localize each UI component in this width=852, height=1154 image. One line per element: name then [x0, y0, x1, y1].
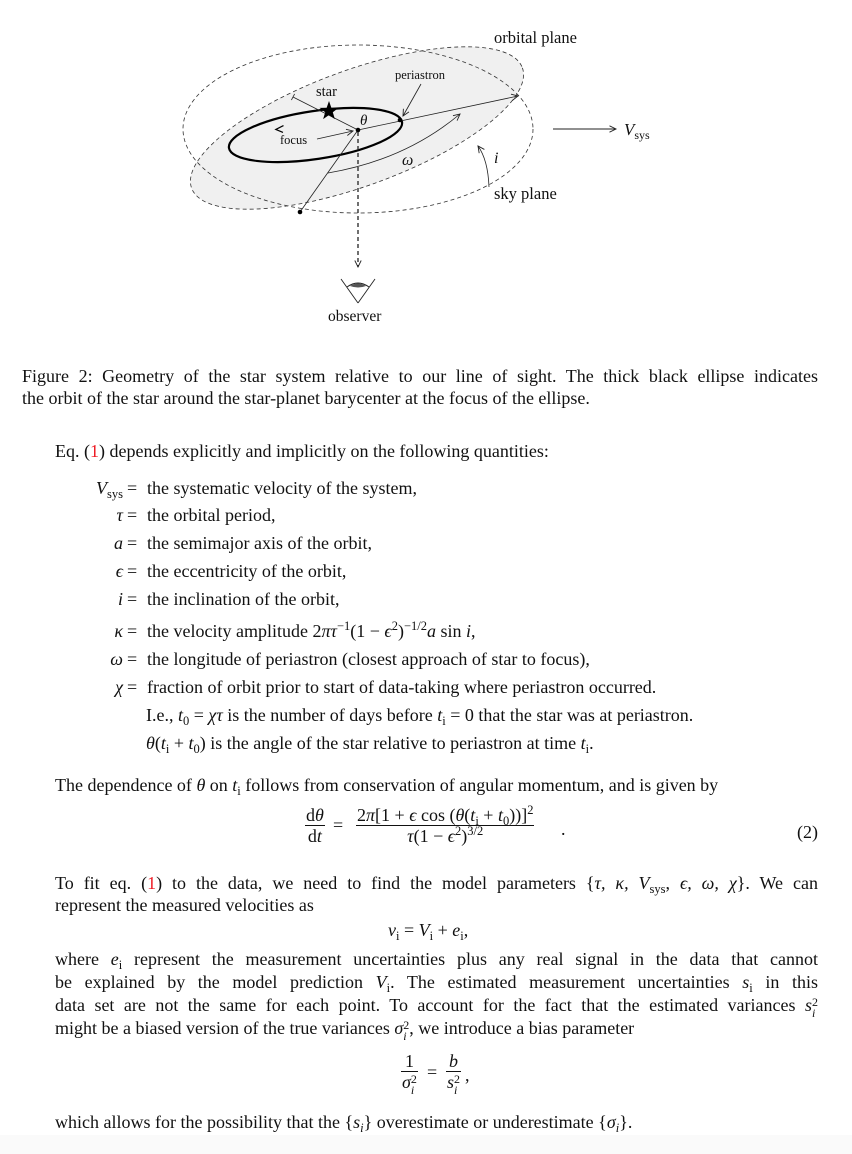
bias-equation-equals: =: [427, 1062, 438, 1082]
math-t: t: [188, 733, 194, 753]
fraction-numerator: 2π[1 + ϵ $\cos (\theta(t_i + t_0))]^2$: [357, 803, 534, 828]
definition-text: fraction of orbit prior to start of data-taking where periastron occurred.: [147, 677, 657, 697]
bias-equation-rhs-fraction: [446, 1051, 461, 1096]
definition-note-line-1: [146, 704, 693, 726]
figure-caption-line-2: the orbit of the star around the star-planet barycenter at the focus of the ellipse.: [22, 388, 590, 408]
equation-1-reference-link[interactable]: 1: [90, 441, 99, 461]
definition-symbol: ω: [110, 649, 123, 669]
dependence-sentence: [55, 774, 718, 796]
symbol-subscript: sys: [107, 487, 123, 501]
equals-sign: =: [127, 649, 138, 669]
uncertainty-paragraph-line-3: data set are not the same for each point. To account for the fact that the estimated variances s 2 i: [55, 995, 818, 1020]
text: }. We can: [736, 873, 818, 893]
definition-symbol: τ: [116, 505, 123, 525]
math-theta: θ: [196, 775, 206, 795]
fraction-denominator: s 2 i: [447, 1072, 461, 1097]
fit-paragraph-line-1: [55, 872, 818, 894]
math-t: t: [177, 705, 183, 725]
intro-pre: Eq. (: [55, 441, 90, 461]
theta-label: θ: [360, 113, 368, 129]
math-subscript: i: [442, 714, 446, 728]
expr-sin: sin: [435, 621, 466, 641]
math-comma: ,: [665, 873, 680, 893]
math-subscript: 0: [183, 714, 190, 728]
focus-label: focus: [280, 133, 308, 147]
expr-paren-open: (1 −: [350, 621, 385, 641]
equals-sign: =: [127, 478, 138, 498]
math-equals: =: [189, 705, 209, 725]
equation-2-period: .: [561, 819, 566, 839]
fraction-numerator: b: [449, 1051, 458, 1071]
expr-a: a: [426, 621, 436, 641]
observer-label: observer: [328, 308, 382, 325]
expr-tau: τ: [330, 621, 337, 641]
text: ) to the data, we need to find the model parameters {: [156, 873, 595, 893]
math-t: t: [232, 775, 238, 795]
intro-post: ) depends explicitly and implicitly on the following quantities:: [99, 441, 549, 461]
definition-symbol: ϵ: [115, 561, 123, 581]
bias-equation-comma: ,: [465, 1065, 470, 1085]
expr-coef: 2: [312, 621, 322, 641]
expr-end: ,: [471, 621, 476, 641]
equals-sign: =: [127, 505, 138, 525]
definition-row-kappa: [0, 620, 852, 642]
equals-sign: =: [127, 621, 138, 641]
uncertainty-paragraph-line-1: where $e_i$ represent the measurement uncertainties plus any real signal in the data that cannot: [55, 949, 818, 972]
definition-text: the orbital period,: [147, 505, 276, 525]
text: on: [205, 775, 233, 795]
definition-text: [147, 620, 476, 642]
math-subscript: i: [585, 742, 590, 756]
note-text: I.e.,: [146, 705, 178, 725]
periastron-label: periastron: [395, 68, 445, 82]
note-text: .: [589, 733, 594, 753]
math-paren: ): [199, 733, 206, 753]
definition-row-a: [0, 532, 852, 554]
equation-number-2: (2): [797, 822, 818, 842]
math-plus: +: [169, 733, 189, 753]
math-t: t: [160, 733, 166, 753]
definition-symbol: χ: [115, 677, 123, 697]
math-paren: (: [154, 733, 161, 753]
fit-paragraph-line-2: represent the measured velocities as: [55, 895, 314, 915]
math-theta: θ: [146, 733, 155, 753]
text: follows from conservation of angular momentum, and is given by: [240, 775, 719, 795]
expr-pi: π: [321, 621, 331, 641]
fraction-numerator: 1: [404, 1051, 414, 1071]
definition-row-omega: [0, 648, 852, 670]
definition-row-epsilon: [0, 560, 852, 582]
expr-paren-close: ): [397, 621, 404, 641]
math-subscript: i: [165, 742, 170, 756]
definition-row-i: [0, 588, 852, 610]
math-t: t: [437, 705, 443, 725]
star-label: star: [316, 84, 337, 100]
definition-text: the longitude of periastron (closest approach of star to focus),: [147, 649, 590, 669]
fraction-numerator: dθ: [306, 805, 324, 825]
math-v: V: [638, 873, 650, 893]
page-bottom-band: [0, 1135, 852, 1154]
fraction-denominator: dt: [307, 826, 322, 846]
equals-sign: =: [127, 677, 138, 697]
definition-text: the inclination of the orbit,: [147, 589, 340, 609]
equation-2-rhs-fraction: [356, 805, 534, 846]
fraction-denominator: $\tau(1 - \epsilon^2)^{3/2}$: [407, 824, 484, 846]
definition-row-chi: [0, 676, 852, 698]
expr-tau-exponent: −1: [336, 619, 351, 633]
equals-sign: =: [127, 561, 138, 581]
note-text: is the angle of the star relative to periastron at time: [205, 733, 581, 753]
omega-label: ω: [402, 152, 414, 169]
eye-icon: [341, 279, 375, 303]
intro-sentence: [55, 440, 549, 462]
node-point: [298, 210, 303, 215]
definition-text: the semimajor axis of the orbit,: [147, 533, 372, 553]
kappa-expression: [312, 621, 475, 641]
definition-text: the eccentricity of the orbit,: [147, 561, 347, 581]
inclination-angle-arc: [478, 146, 489, 187]
math-t: t: [580, 733, 586, 753]
definition-symbol: [96, 477, 123, 499]
math-chi-tau: χτ: [208, 705, 223, 725]
definition-text: the systematic velocity of the system,: [147, 478, 417, 498]
definition-row-tau: [0, 504, 852, 526]
sky-plane-label: sky plane: [494, 184, 557, 203]
math-subscript: i: [237, 784, 241, 798]
math-params: τ, κ,: [594, 873, 639, 893]
equals-sign: =: [127, 589, 138, 609]
figure-caption-line-1: Figure 2: Geometry of the star system relative to our line of sight. The thick black ellipse indicates: [22, 366, 818, 386]
orbital-plane-label: orbital plane: [494, 28, 577, 47]
equation-2-equals: =: [333, 815, 344, 835]
text: The dependence of: [55, 775, 197, 795]
equation-1-reference-link[interactable]: 1: [147, 873, 157, 893]
expr-epsilon-exponent: 2: [391, 619, 398, 633]
definition-symbol: a: [114, 533, 123, 553]
definition-symbol: κ: [114, 621, 123, 641]
definition-row-vsys: [0, 477, 852, 499]
expr-i: i: [465, 621, 471, 641]
expr-epsilon: ϵ: [384, 621, 392, 641]
math-subscript: sys: [649, 882, 666, 896]
math-params: ϵ, ω, χ: [679, 873, 737, 893]
symbol-main: V: [96, 478, 108, 498]
expr-paren-exponent: −1/2: [403, 619, 427, 633]
text: To fit eq. (: [55, 873, 148, 893]
velocity-equation: $v_i = V_i + e_i$,: [388, 920, 469, 943]
bias-equation-lhs-fraction: [401, 1051, 418, 1096]
orbit-geometry-diagram: [0, 0, 852, 340]
inclination-label: i: [494, 150, 499, 167]
vsys-label: $V_{sys}$: [624, 120, 650, 142]
math-subscript: 0: [193, 742, 200, 756]
definition-note-line-2: [146, 732, 594, 754]
kappa-text: the velocity amplitude: [147, 621, 313, 641]
uncertainty-paragraph-line-2: be explained by the model prediction $V_i$. The estimated measurement uncertainties $s_i$ in this: [55, 972, 818, 995]
periastron-point: [398, 118, 403, 123]
fraction-denominator: σ 2 i: [402, 1072, 417, 1097]
equals-sign: =: [127, 533, 138, 553]
note-text: = 0 that the star was at periastron.: [445, 705, 694, 725]
closing-sentence: which allows for the possibility that the $\{s_i\}$ overestimate or underestimate $\{\sigma_i\}$.: [55, 1112, 633, 1135]
equation-2-lhs-fraction: [305, 805, 325, 846]
note-text: is the number of days before: [222, 705, 438, 725]
definition-symbol: i: [117, 589, 123, 609]
uncertainty-paragraph-line-4: might be a biased version of the true variances σ 2 i , we introduce a bias parameter: [55, 1018, 635, 1043]
